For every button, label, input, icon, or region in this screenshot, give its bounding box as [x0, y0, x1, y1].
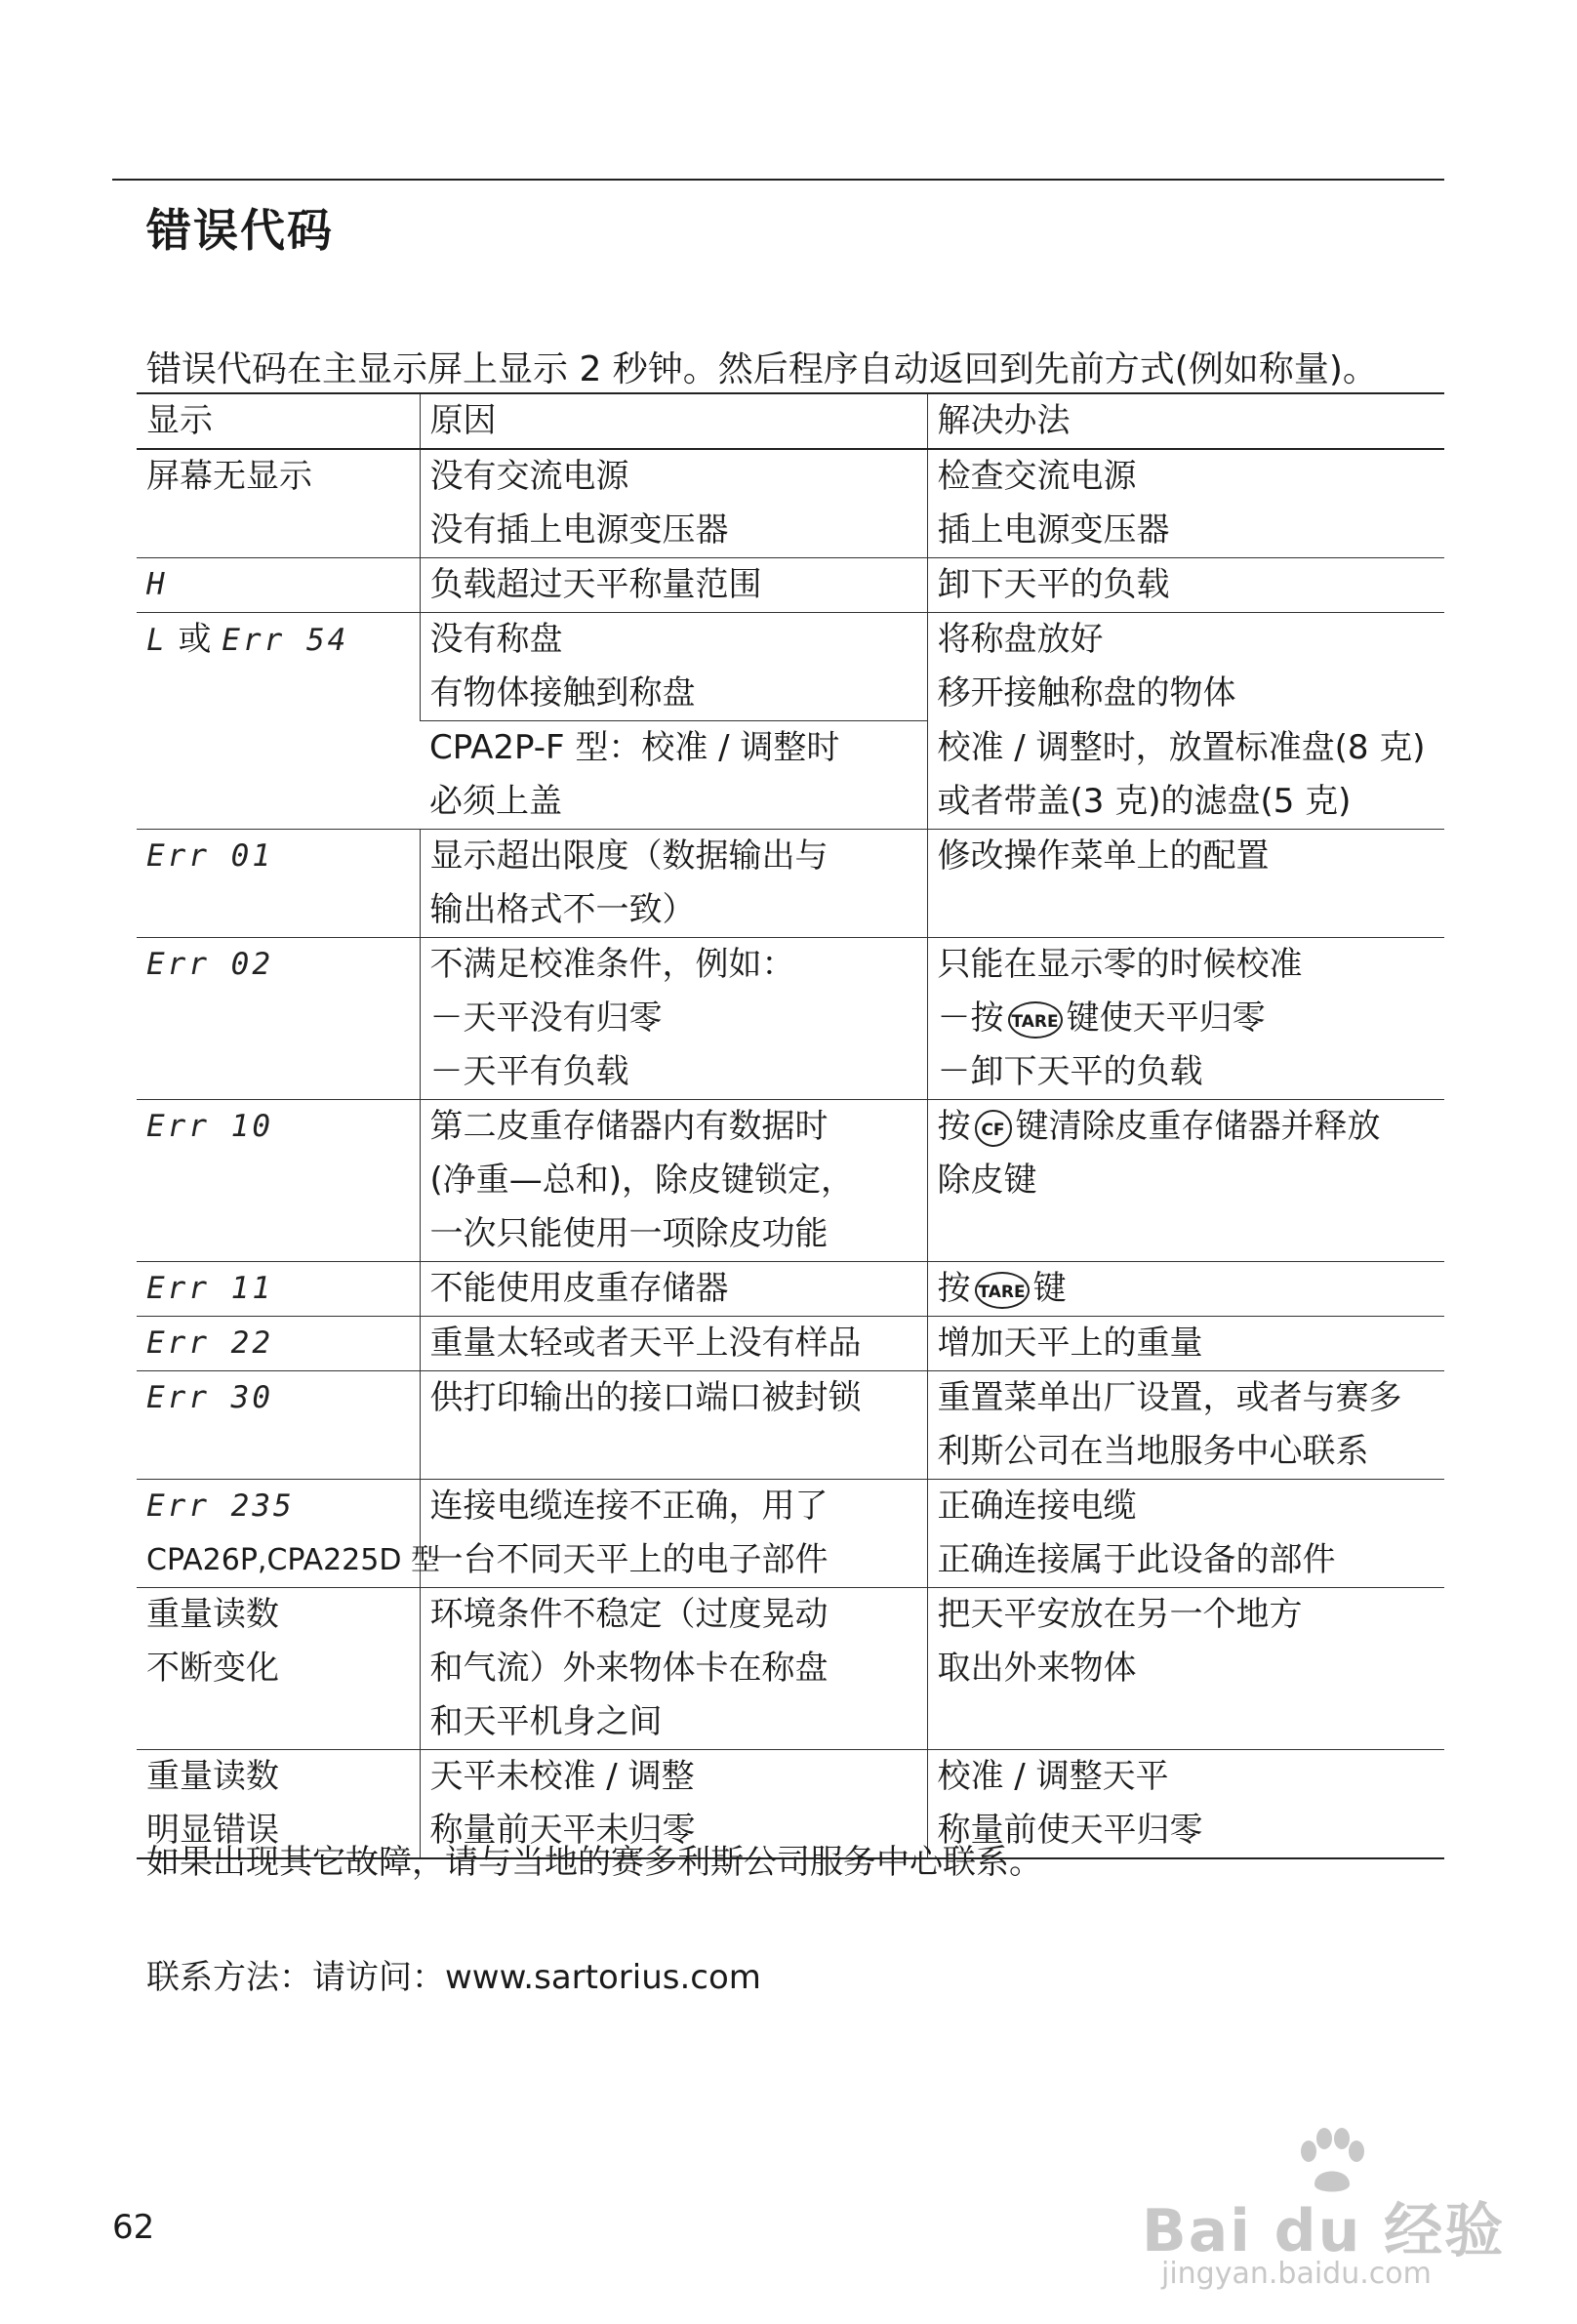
baidu-watermark: [1142, 2128, 1532, 2294]
display-cell: [137, 830, 420, 938]
table-row: [137, 558, 1444, 613]
solution-text: 把天平安放在另一个地方: [937, 1595, 1303, 1634]
solution-text: 校准 / 调整天平: [937, 1757, 1169, 1796]
display-model-text: CPA26P,CPA225D 型: [146, 1543, 440, 1577]
solution-text: 键: [1032, 1269, 1067, 1308]
display-cell: [137, 1100, 420, 1262]
solution-cell: [927, 1100, 1444, 1262]
cause-text: 连接电缆连接不正确，用了: [429, 1487, 829, 1526]
display-cell: [137, 1262, 420, 1317]
cause-cell: [420, 938, 927, 1100]
solution-text: 称量前使天平归零: [937, 1811, 1203, 1850]
cause-cell: [420, 449, 927, 558]
display-code: Err 11: [146, 1271, 273, 1306]
solution-text: 正确连接电缆: [937, 1487, 1137, 1526]
cause-text: 必须上盖: [429, 782, 562, 821]
table-row: [137, 1262, 1444, 1317]
cause-cell: [420, 558, 927, 613]
cause-cell: [420, 1480, 927, 1588]
solution-text: 校准 / 调整时，放置标准盘(8 克): [937, 727, 1426, 767]
table-row: [137, 830, 1444, 938]
cause-text: 不满足校准条件，例如：: [429, 945, 795, 984]
cause-cell: [420, 613, 927, 721]
solution-cell: [927, 830, 1444, 938]
cause-cell: [420, 830, 927, 938]
display-code: H: [146, 567, 168, 602]
cause-text: 输出格式不一致）: [429, 890, 696, 929]
cause-text: 没有插上电源变压器: [429, 510, 729, 550]
solution-text: 按: [937, 1107, 971, 1146]
cause-text: 显示超出限度（数据输出与: [429, 836, 829, 876]
solution-text: 按: [937, 1269, 971, 1308]
cause-text: 不能使用皮重存储器: [429, 1269, 729, 1308]
cause-cell: [420, 1262, 927, 1317]
table-row: [137, 938, 1444, 1100]
watermark-url: jingyan.baidu.com: [1161, 2257, 1432, 2291]
solution-text: 重置菜单出厂设置，或者与赛多: [937, 1378, 1402, 1417]
display-code: Err 30: [146, 1380, 273, 1415]
solution-cell: [927, 1371, 1444, 1480]
solution-cell: [927, 1588, 1444, 1750]
cause-cell: [420, 1100, 927, 1262]
solution-text: 只能在显示零的时候校准: [937, 945, 1303, 984]
cause-text: 称量前天平未归零: [429, 1811, 696, 1850]
header-solution: 解决办法: [927, 393, 1444, 449]
display-code: Err 10: [146, 1109, 273, 1144]
solution-text: 将称盘放好: [937, 620, 1104, 659]
cause-text: 天平未校准 / 调整: [429, 1757, 695, 1796]
solution-text: 除皮键: [937, 1161, 1037, 1200]
cause-text: 负载超过天平称量范围: [429, 565, 762, 604]
cf-key-icon: CF: [975, 1110, 1012, 1147]
display-cell: [137, 1317, 420, 1371]
display-cell: [137, 1371, 420, 1480]
cause-cell: [420, 721, 927, 830]
table-row: [137, 1588, 1444, 1750]
cause-cell: [420, 1371, 927, 1480]
solution-text: 或者带盖(3 克)的滤盘(5 克): [937, 781, 1352, 821]
solution-text: －卸下天平的负载: [937, 1052, 1203, 1091]
solution-cell: [927, 938, 1444, 1100]
display-cell: [137, 449, 420, 558]
cause-text: 有物体接触到称盘: [429, 673, 696, 713]
solution-text: －按: [937, 999, 1004, 1038]
cause-text: CPA2P-F 型：校准 / 调整时: [429, 728, 840, 767]
solution-text: 键清除皮重存储器并释放: [1015, 1107, 1381, 1146]
cause-text: 和天平机身之间: [429, 1702, 663, 1741]
solution-text: 利斯公司在当地服务中心联系: [937, 1432, 1369, 1471]
display-cell: [137, 613, 420, 830]
contact-text: 联系方法：请访问：www.sartorius.com: [146, 1958, 761, 1997]
page-title: 错误代码: [146, 204, 334, 257]
cause-text: －天平没有归零: [429, 999, 663, 1038]
display-code: Err 01: [146, 838, 273, 874]
display-code: L: [146, 623, 168, 658]
table-row: [137, 449, 1444, 558]
watermark-logo-text: Bai du 经验: [1142, 2197, 1506, 2265]
solution-text: 卸下天平的负载: [937, 565, 1170, 604]
table-row: [137, 1480, 1444, 1588]
tare-key-icon: TARE: [975, 1272, 1030, 1309]
cause-text: 第二皮重存储器内有数据时: [429, 1107, 829, 1146]
solution-text: 移开接触称盘的物体: [937, 673, 1236, 713]
solution-text: 插上电源变压器: [937, 510, 1170, 550]
solution-cell: [927, 1262, 1444, 1317]
table-row: [137, 1100, 1444, 1262]
cause-text: (净重—总和)，除皮键锁定，: [429, 1161, 855, 1200]
page-number: 62: [112, 2208, 155, 2247]
solution-cell: [927, 721, 1444, 830]
table-row: [137, 1371, 1444, 1480]
display-code: Err 02: [146, 947, 273, 982]
solution-cell: [927, 1317, 1444, 1371]
solution-cell: [927, 558, 1444, 613]
table-row: [137, 613, 1444, 721]
display-or-text: 或: [178, 620, 212, 659]
solution-text: 增加天平上的重量: [937, 1324, 1203, 1363]
display-cell: [137, 938, 420, 1100]
header-cause: 原因: [420, 393, 927, 449]
display-code: Err 235: [146, 1488, 295, 1524]
display-text: 不断变化: [146, 1649, 279, 1688]
display-text: 重量读数: [146, 1757, 279, 1796]
display-text: 明显错误: [146, 1811, 279, 1850]
tare-key-icon: TARE: [1008, 1001, 1063, 1039]
display-code: Err 54: [222, 623, 349, 658]
solution-text: 修改操作菜单上的配置: [937, 836, 1270, 876]
solution-text: 检查交流电源: [937, 457, 1137, 496]
display-cell: [137, 558, 420, 613]
solution-text: 取出外来物体: [937, 1649, 1137, 1688]
cause-text: 没有称盘: [429, 620, 563, 659]
cause-cell: [420, 1317, 927, 1371]
intro-text: 错误代码在主显示屏上显示 2 秒钟。然后程序自动返回到先前方式(例如称量)。: [146, 349, 1378, 389]
display-cell: [137, 1588, 420, 1750]
solution-cell: [927, 1480, 1444, 1588]
display-text: 屏幕无显示: [146, 457, 312, 496]
error-code-table: [137, 392, 1444, 1859]
cause-text: －天平有负载: [429, 1052, 629, 1091]
table-header-row: [137, 393, 1444, 449]
cause-text: 一次只能使用一项除皮功能: [429, 1214, 829, 1253]
cause-cell: [420, 1588, 927, 1750]
top-rule: [112, 179, 1444, 181]
cause-text: 没有交流电源: [429, 457, 629, 496]
solution-text: 键使天平归零: [1066, 999, 1266, 1038]
cause-text: 环境条件不稳定（过度晃动: [429, 1595, 829, 1634]
cause-text: 供打印输出的接口端口被封锁: [429, 1378, 862, 1417]
display-code: Err 22: [146, 1325, 273, 1361]
solution-cell: [927, 449, 1444, 558]
table-row: [137, 1317, 1444, 1371]
cause-text: 重量太轻或者天平上没有样品: [429, 1324, 862, 1363]
cause-text: 一台不同天平上的电子部件: [429, 1540, 829, 1579]
solution-cell: [927, 613, 1444, 721]
header-display: 显示: [137, 393, 420, 449]
solution-text: 正确连接属于此设备的部件: [937, 1540, 1336, 1579]
cause-text: 和气流）外来物体卡在称盘: [429, 1649, 829, 1688]
display-cell: [137, 1480, 440, 1588]
footer-note: 如果出现其它故障，请与当地的赛多利斯公司服务中心联系。: [146, 1843, 1042, 1882]
display-text: 重量读数: [146, 1595, 279, 1634]
